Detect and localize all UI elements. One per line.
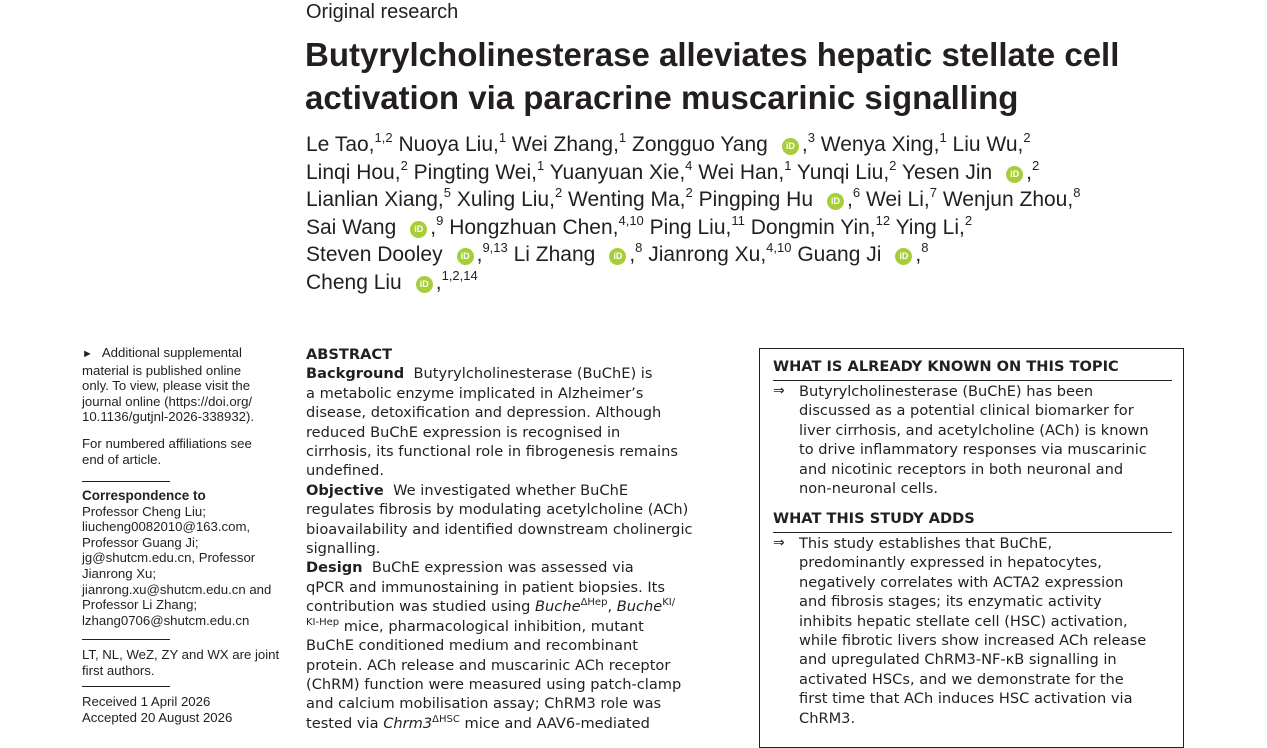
author-name: Ping Liu, [649, 215, 732, 239]
affiliation-number: 8 [635, 240, 643, 256]
adds-heading: WHAT THIS STUDY ADDS [773, 510, 975, 527]
author-name: Dongmin Yin, [750, 215, 876, 239]
abstract-heading: ABSTRACT [306, 346, 393, 363]
abstract-text: , [607, 598, 617, 616]
affiliation-number: 2 [1032, 157, 1040, 173]
affiliation-number: 4 [685, 157, 693, 173]
accepted-date: Accepted 20 August 2026 [82, 709, 233, 725]
abstract-text: Butyrylcholinesterase (BuChE) is [413, 365, 653, 383]
orcid-icon[interactable]: iD [782, 138, 799, 155]
divider [82, 481, 170, 482]
gene-name: Buche [616, 598, 663, 616]
box-text-line: This study establishes that BuChE, [799, 535, 1053, 552]
abstract-text: reduced BuChE expression is recognised in [306, 423, 621, 441]
affiliation-number: 1 [537, 157, 545, 173]
superscript: ΔHSC [432, 713, 460, 725]
supp-line: only. To view, please visit the [82, 378, 251, 394]
joint-line: LT, NL, WeZ, ZY and WX are joint [82, 647, 280, 662]
orcid-icon[interactable]: iD [416, 276, 433, 293]
author-name: Wenting Ma, [568, 188, 686, 212]
article-dates [82, 694, 282, 725]
affiliation-number: 1 [618, 130, 627, 145]
box-text-line: while fibrotic livers show increased ACh release [799, 632, 1147, 650]
affiliation-number: 3 [807, 130, 815, 145]
design-label: Design [306, 559, 363, 577]
corr-email[interactable]: liucheng0082010@163.com, [82, 519, 251, 535]
affiliation-number: 11 [731, 212, 745, 228]
orcid-icon[interactable]: iD [827, 193, 844, 210]
joint-line: first authors. [82, 662, 155, 678]
author-name: Linqi Hou, [306, 160, 401, 184]
abstract-text: BuChE conditioned medium and recombinant [306, 637, 638, 655]
received-date: Received 1 April 2026 [82, 694, 211, 709]
author-line: Sai Wang iD ,$^9$ Hongzhuan Chen,$^{4,10}$ Ping Liu,$^{11}$ Dongmin Yin,$^{12}$ Ying Li,$^2$ [306, 212, 973, 239]
author-name: Wei Han, [698, 160, 785, 184]
affiliation-number: 2 [554, 185, 563, 201]
abstract-text: qPCR and immunostaining in patient biopsies. Its [306, 578, 665, 596]
orcid-icon[interactable]: iD [609, 248, 626, 265]
affiliation-number: 6 [852, 185, 861, 201]
corr-email[interactable]: jg@shutcm.edu.cn, Professor [82, 550, 256, 566]
superscript: ΔHep [580, 597, 608, 609]
supp-line: material is published online [82, 362, 242, 378]
background-label: Background [306, 365, 405, 383]
box-text-line: and nicotinic receptors in both neuronal and [799, 460, 1124, 478]
box-text-line: predominantly expressed in hepatocytes, [799, 554, 1102, 572]
abstract-text: signalling. [306, 540, 381, 558]
box-text-line: inhibits hepatic stellate cell (HSC) activation, [799, 612, 1128, 630]
abstract-text: mice and AAV6-mediated [459, 714, 650, 732]
article-title [305, 33, 1205, 119]
key-messages-box [759, 348, 1184, 748]
corr-line: Professor Guang Ji; [82, 534, 199, 550]
affiliation-number: 1 [939, 130, 947, 145]
gene-name: Buche [535, 598, 581, 616]
box-text-line: first time that ACh induces HSC activation via [799, 690, 1133, 708]
abstract-text: mice, pharmacological inhibition, mutant [339, 617, 644, 635]
affiliation-number: 1,2,14 [441, 267, 478, 283]
double-arrow-icon: ⇒ [773, 383, 785, 399]
box-text-line: ChRM3. [799, 709, 856, 727]
author-name: Pingting Wei, [413, 160, 537, 184]
corr-line: Professor Li Zhang; [82, 597, 198, 613]
affiliation-number: 2 [1023, 130, 1031, 145]
author-name: Pingping Hu [698, 188, 814, 212]
author-name: Sai Wang [306, 215, 397, 239]
abstract-text: bioavailability and identified downstream cholinergic [306, 520, 693, 538]
title-line-2: activation via paracrine muscarinic signalling [305, 79, 1019, 116]
box-text-line: activated HSCs, and we demonstrate for the [799, 670, 1124, 688]
affiliations-note [82, 436, 282, 467]
author-name: Le Tao, [306, 133, 375, 156]
author-name: Steven Dooley [306, 243, 443, 267]
abstract-text: a metabolic enzyme implicated in Alzheimer’s [306, 384, 644, 402]
author-name: Li Zhang [513, 243, 596, 267]
author-name: Nuoya Liu, [398, 133, 499, 156]
corr-line: Professor Cheng Liu; [82, 503, 206, 519]
author-name: Wei Zhang, [511, 133, 619, 156]
abstract-text: We investigated whether BuChE [393, 481, 629, 499]
section-label: Original research [306, 1, 459, 23]
box-text-line: discussed as a potential clinical biomarker for [799, 402, 1134, 420]
supp-link[interactable]: journal online (https://doi.org/ [82, 393, 253, 409]
affiliation-number: 9,13 [482, 240, 508, 256]
abstract-text: BuChE expression was assessed via [371, 559, 634, 577]
affiliation-number: 2 [964, 212, 973, 228]
box-text-line: Butyrylcholinesterase (BuChE) has been [799, 383, 1094, 400]
author-list [306, 131, 1206, 297]
gene-name: Chrm3 [383, 714, 433, 732]
affil-line: For numbered affiliations see [82, 436, 252, 451]
orcid-icon[interactable]: iD [410, 221, 427, 238]
adds-item [773, 534, 1173, 728]
double-arrow-icon: ⇒ [773, 535, 785, 551]
supplemental-note [82, 345, 282, 425]
objective-label: Objective [306, 481, 384, 499]
superscript: KI-Hep [306, 616, 340, 628]
affil-line: end of article. [82, 451, 162, 467]
title-line-1: Butyrylcholinesterase alleviates hepatic stellate cell [305, 36, 1120, 73]
affiliation-number: 8 [921, 240, 929, 256]
affiliation-number: 5 [443, 185, 452, 201]
affiliation-number: 2 [685, 185, 693, 201]
author-name: Zongguo Yang [632, 133, 768, 156]
author-name: Wenjun Zhou, [942, 188, 1074, 212]
affiliation-number: 12 [875, 212, 891, 228]
box-text-line: and fibrosis stages; its enzymatic activity [799, 593, 1102, 611]
correspondence [82, 488, 282, 628]
abstract-text: (ChRM) function were measured using patch-clamp [306, 675, 682, 693]
affiliation-number: 7 [929, 185, 937, 201]
author-name: Cheng Liu [306, 270, 402, 294]
abstract-text: contribution was studied using [306, 598, 536, 616]
author-name: Yunqi Liu, [796, 160, 890, 184]
corr-email[interactable]: jianrong.xu@shutcm.edu.cn and [82, 581, 272, 597]
supp-link[interactable]: 10.1136/gutjnl-2026-338932). [82, 409, 255, 425]
author-name: Liu Wu, [952, 133, 1024, 156]
author-line: Lianlian Xiang,$^5$ Xuling Liu,$^2$ Wenting Ma,$^2$ Pingping Hu iD ,$^6$ Wei Li,$^7$ Wenjun Zhou,$^8$ [306, 185, 1081, 212]
box-divider [773, 532, 1172, 533]
corr-email[interactable]: lzhang0706@shutcm.edu.cn [82, 612, 250, 628]
correspondence-heading: Correspondence to [82, 488, 206, 503]
author-line: Cheng Liu iD ,$^{1,2,14}$ [306, 267, 478, 294]
affiliation-number: 4,10 [618, 212, 644, 228]
abstract [306, 345, 736, 733]
orcid-icon[interactable]: iD [895, 248, 912, 265]
abstract-text: and calcium mobilisation assay; ChRM3 role was [306, 695, 662, 713]
box-text-line: to drive inflammatory responses via muscarinic [799, 441, 1147, 459]
box-text-line: and upregulated ChRM3-NF-κB signalling in [799, 651, 1117, 669]
abstract-text: undefined. [306, 462, 385, 480]
author-name: Ying Li, [895, 215, 965, 239]
joint-authors-note [82, 647, 282, 678]
author-name: Guang Ji [797, 243, 882, 267]
abstract-text: cirrhosis, its functional role in fibrogenesis remains [306, 443, 678, 461]
affiliation-number: 2 [400, 157, 408, 173]
affiliation-number: 2 [889, 157, 897, 173]
box-text-line: non-neuronal cells. [799, 480, 939, 498]
author-name: Lianlian Xiang, [306, 188, 444, 212]
divider [82, 639, 170, 640]
author-name: Jianrong Xu, [648, 243, 767, 267]
abstract-text: protein. ACh release and muscarinic ACh receptor [306, 656, 671, 674]
superscript: KI/ [662, 597, 676, 609]
author-name: Xuling Liu, [456, 188, 555, 212]
affiliation-number: 9 [436, 212, 444, 228]
author-line: Steven Dooley iD ,$^{9,13}$ Li Zhang iD ,$^8$ Jianrong Xu,$^{4,10}$ Guang Ji iD ,$^8$ [306, 240, 929, 267]
orcid-icon[interactable]: iD [457, 248, 474, 265]
divider [82, 686, 170, 687]
triangle-arrow-icon: ► [82, 348, 93, 360]
abstract-text: disease, detoxification and depression. Although [306, 404, 662, 422]
abstract-text: tested via [306, 714, 384, 732]
author-name: Wei Li, [865, 188, 930, 212]
author-name: Hongzhuan Chen, [449, 215, 619, 239]
supp-line: Additional supplemental [101, 345, 242, 360]
affiliation-number: 1 [784, 157, 792, 173]
affiliation-number: 1 [498, 130, 507, 145]
known-heading: WHAT IS ALREADY KNOWN ON THIS TOPIC [773, 358, 1119, 375]
author-name: Yesen Jin [901, 160, 993, 184]
author-name: Wenya Xing, [820, 133, 940, 156]
author-line: Le Tao,$^{1,2}$ Nuoya Liu,$^1$ Wei Zhang,$^1$ Zongguo Yang iD ,$^3$ Wenya Xing,$^1$ Liu Wu,$^2$ [306, 130, 1031, 156]
corr-line: Jianrong Xu; [82, 565, 157, 581]
box-text-line: liver cirrhosis, and acetylcholine (ACh) is known [799, 421, 1149, 439]
abstract-text: regulates fibrosis by modulating acetylcholine (ACh) [306, 501, 689, 519]
affiliation-number: 4,10 [766, 240, 792, 256]
author-name: Yuanyuan Xie, [549, 160, 686, 184]
orcid-icon[interactable]: iD [1006, 166, 1023, 183]
affiliation-number: 8 [1073, 185, 1081, 201]
box-divider [773, 380, 1172, 381]
author-line: Linqi Hou,$^2$ Pingting Wei,$^1$ Yuanyuan Xie,$^4$ Wei Han,$^1$ Yunqi Liu,$^2$ Yesen Jin iD ,$^2$ [306, 157, 1040, 184]
box-text-line: negatively correlates with ACTA2 expression [799, 573, 1124, 591]
affiliation-number: 1,2 [374, 130, 393, 145]
known-item [773, 382, 1173, 498]
